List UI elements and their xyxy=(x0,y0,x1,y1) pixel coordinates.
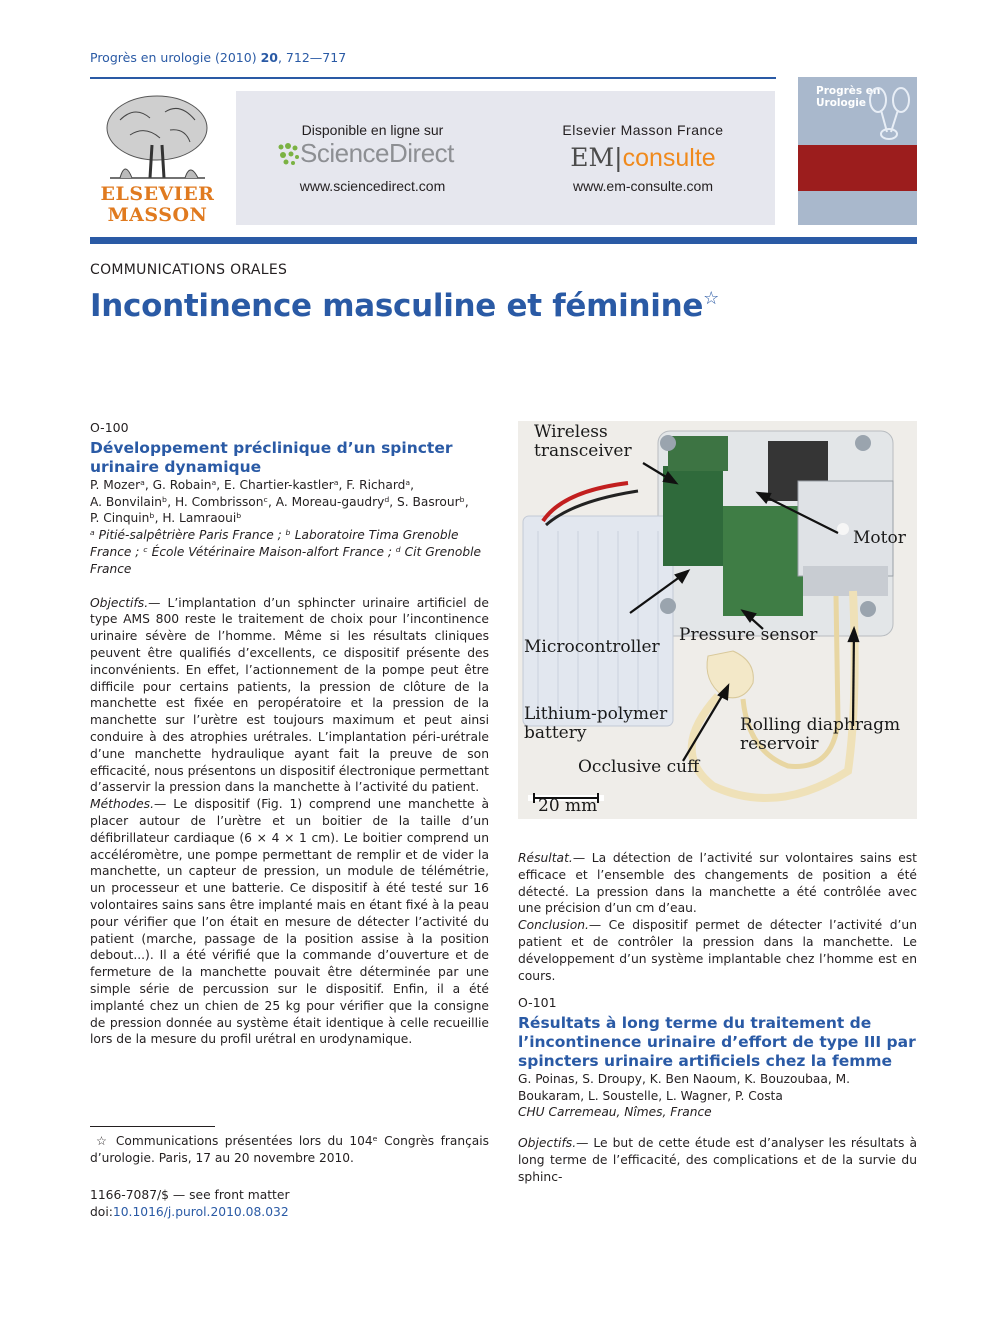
main-board xyxy=(723,506,803,616)
article-body xyxy=(518,1135,917,1185)
methodes-paragraph: Méthodes.— Le dispositif (Fig. 1) comprend une manchette à placer autour de l’urètre et un boitier de la taille d’un défibrillateur cardiaque (6 × 4 × 1 cm). Le boitier comprend un accéléromètre, une pompe permettant de remplir et de vider la manchette, un capteur de pression, un module de télémétrie, un processeur et une batterie. Ce dispositif à été testé sur 16 volontaires sains sans être implanté mais en étant fixé à la peau pour vérifier que l’on était en mesure de détecter l’activité du patient (marche, passage de la position assise à la position debout...). Il a été vérifié que la commande d’ouverture et de fermeture de la manchette pouvait être déterminée par une simple série de percussion sur le dispositif. Enfin, il a été implanté chez un chien de 25 kg pour vérifier que la consigne de pression donnée au système était identique à celle recueillie lors de la mesure du profil urétral en urodynamique. xyxy=(90,797,489,1047)
cover-kidney-illustration xyxy=(863,82,913,142)
article-id: O-101 xyxy=(518,995,557,1010)
sciencedirect-leaf-icon xyxy=(277,142,301,172)
article-authors: P. Mozerᵃ, G. Robainᵃ, E. Chartier-kastlerᵃ, F. Richardᵃ, A. Bonvilainᵇ, H. Combrissonᶜ, A. Moreau-gaudryᵈ, S. Basrourᵇ, P. Cinquinᵇ, H. Lamraouiᵇ xyxy=(90,477,469,526)
resultat-paragraph: Résultat.— La détection de l’activité sur volontaires sains est efficace et l’ensemble des changements de position a été détecté. La pression dans la manchette a été contrôlée avec une précision d’un cm d’eau. xyxy=(518,851,917,916)
article-o101 xyxy=(518,995,917,1186)
figure-label-battery: Lithium-polymer battery xyxy=(524,704,668,743)
article-id: O-100 xyxy=(90,420,129,435)
page-title: Incontinence masculine et féminine☆ xyxy=(90,288,719,324)
figure-label-rolling-diaphragm: Rolling diaphragm reservoir xyxy=(740,715,901,754)
figure-label-wireless: Wireless transceiver xyxy=(534,422,632,461)
journal-reference: Progrès en urologie (2010) 20, 712—717 xyxy=(90,50,347,65)
footnote-rule xyxy=(90,1126,215,1127)
figure-label-pressure-sensor: Pressure sensor xyxy=(679,625,818,645)
issn-doi-block: 1166-7087/$ — see front matter doi:10.1016/j.purol.2010.08.032 xyxy=(90,1188,290,1219)
objectifs-paragraph: Objectifs.— Le but de cette étude est d’analyser les résultats à long terme de l’efficacité, des complications et de la survie du sphinc- xyxy=(518,1136,917,1184)
article-o100 xyxy=(90,420,489,1048)
article-affiliations: ᵃ Pitié-salpêtrière Paris France ; ᵇ Laboratoire Tima Grenoble France ; ᶜ École Vétérinaire Maison-alfort France ; ᵈ Cit Grenoble France xyxy=(90,528,481,576)
article-title: Développement préclinique d’un spincter urinaire dynamique xyxy=(90,438,453,476)
sciencedirect-logo-text: ScienceDirect xyxy=(300,138,454,168)
doi-link[interactable]: 10.1016/j.purol.2010.08.032 xyxy=(112,1205,289,1219)
article-body xyxy=(90,595,489,1049)
figure-scale-label: 20 mm xyxy=(538,796,598,816)
header-rule xyxy=(90,77,776,79)
title-footnote-star: ☆ xyxy=(703,288,719,309)
objectifs-paragraph: Objectifs.— L’implantation d’un sphincter urinaire artificiel de type AMS 800 reste le traitement de choix pour l’incontinence urinaire sévère de l’homme. Même si les résultats cliniques peuvent être qualifiés d’excellents, ce dispositif présente des inconvénients. En effet, l’actionnement de la pompe peut être difficile pour certains patients, la pression de clôture de la manchette est fixée en peropératoire et la pression de la manchette sur l’urètre est toujours maximum et peut ainsi conduire à des atrophies urétrales. L’implantation péri-urétrale d’une manchette hydraulique ayant fait la preuve de son efficacité, nous présentons un dispositif électronique permettant d’asservir la pression dans la manchette à l’activité du patient. xyxy=(90,595,489,795)
footnote: ☆ Communications présentées lors du 104ᵉ Congrès français d’urologie. Paris, 17 au 20 novembre 2010. xyxy=(90,1134,489,1165)
figure-1-device-photo xyxy=(518,421,917,819)
elsevier-masson-wordmark: ELSEVIER MASSON xyxy=(100,183,215,226)
figure-label-occlusive-cuff: Occlusive cuff xyxy=(578,757,700,777)
article-authors: G. Poinas, S. Droupy, K. Ben Naoum, K. Bouzoubaa, M. Boukaram, L. Soustelle, L. Wagner, P. Costa xyxy=(518,1071,850,1103)
conclusion-paragraph: Conclusion.— Ce dispositif permet de détecter l’activité d’un patient et de contrôler la pression dans la manchette. Le développement d’un système implantable chez l’homme est en cours. xyxy=(518,918,917,983)
em-publisher-name: Elsevier Masson France xyxy=(562,122,724,138)
header-thick-rule xyxy=(90,237,917,244)
article-o100-continued xyxy=(518,850,917,984)
figure-label-motor: Motor xyxy=(853,528,906,548)
em-consulte-logo: EM|consulte xyxy=(570,143,716,172)
sciencedirect-available-text: Disponible en ligne sur xyxy=(301,122,444,138)
figure-label-microcontroller: Microcontroller xyxy=(524,637,660,657)
article-affiliation: CHU Carremeau, Nîmes, France xyxy=(518,1105,712,1120)
journal-volume: 20 xyxy=(260,50,278,65)
cover-title: Progrès en Urologie xyxy=(816,85,881,109)
journal-cover-thumbnail xyxy=(798,77,917,225)
sciencedirect-url[interactable]: www.sciencedirect.com xyxy=(299,178,446,194)
article-title: Résultats à long terme du traitement de l’incontinence urinaire d’effort de type III par spincters urinaire artificiels chez la femme xyxy=(518,1013,916,1070)
em-consulte-url[interactable]: www.em-consulte.com xyxy=(572,178,714,194)
section-label: COMMUNICATIONS ORALES xyxy=(90,262,288,278)
cover-band xyxy=(798,145,917,191)
